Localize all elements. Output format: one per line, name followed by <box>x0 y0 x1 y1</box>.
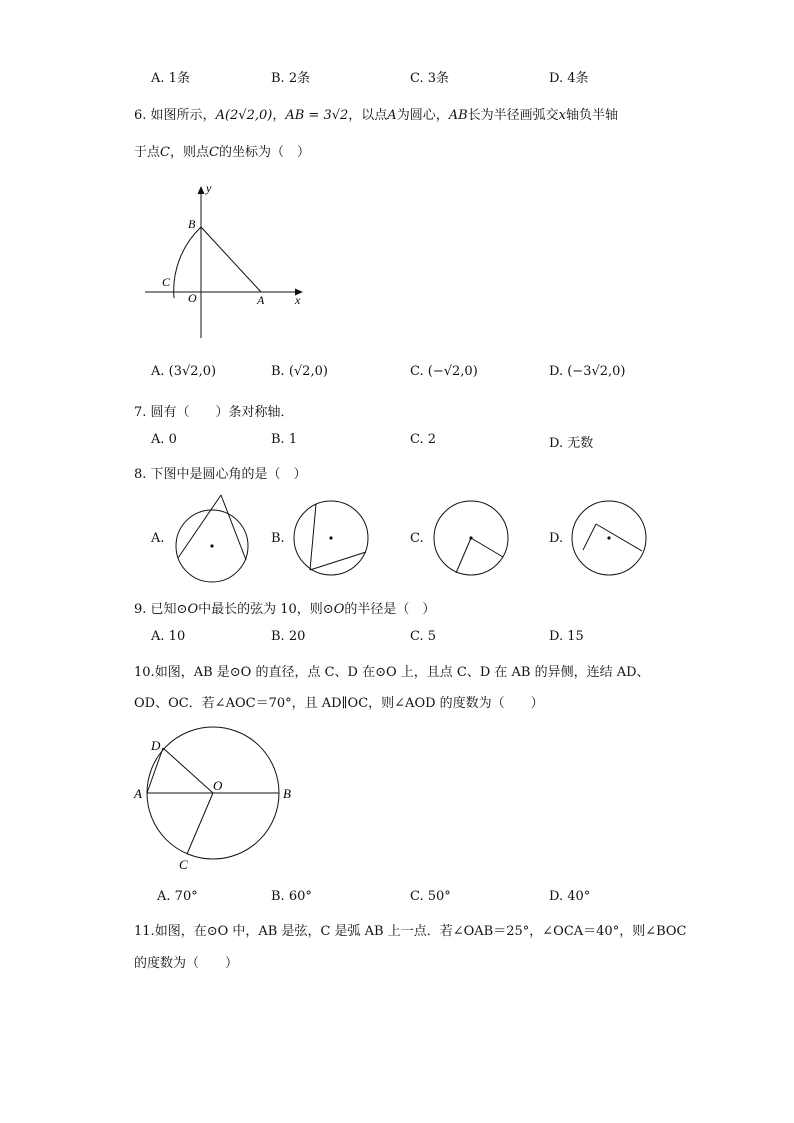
q8a-line-right <box>221 495 246 560</box>
q5-option-b[interactable]: B. 2条 <box>271 71 311 86</box>
q8b-chord-1 <box>310 504 316 570</box>
q6-option-d[interactable]: D. (−3√2,0) <box>549 364 626 379</box>
q8-option-d[interactable]: D. <box>549 531 564 546</box>
q6-option-a[interactable]: A. (3√2,0) <box>151 364 217 379</box>
q10-label-d: D <box>151 738 161 753</box>
q6-option-b[interactable]: B. (√2,0) <box>271 364 328 379</box>
q9-stem: 9. 已知⊙O中最长的弦为 10，则⊙O的半径是（ ） <box>134 602 436 617</box>
q10-option-c[interactable]: C. 50° <box>410 889 451 904</box>
q6-stem-line2: 于点C，则点C的坐标为（ ） <box>134 145 310 160</box>
q6-label-c: C <box>162 275 171 289</box>
q8b-chord-2 <box>310 552 366 570</box>
q6-label-b: B <box>188 217 196 231</box>
q10-stem-line2: OD、OC．若∠AOC＝70°，且 AD∥OC，则∠AOD 的度数为（ ） <box>134 696 544 711</box>
q6-option-c[interactable]: C. (−√2,0) <box>410 364 478 379</box>
q8-stem: 8. 下图中是圆心角的是（ ） <box>134 467 307 482</box>
q8c-radius-1 <box>456 538 471 573</box>
q6-segment-ab <box>201 227 261 292</box>
q10-option-d[interactable]: D. 40° <box>549 889 591 904</box>
q8-figure-c <box>431 498 513 580</box>
q10-label-o: O <box>213 778 223 793</box>
q8a-line-left <box>178 495 221 558</box>
q10-stem-line1: 10.如图，AB 是⊙O 的直径，点 C、D 在⊙O 上，且点 C、D 在 AB 的异侧，连结 AD、 <box>134 665 650 680</box>
q10-label-b: B <box>283 786 291 801</box>
q10-option-b[interactable]: B. 60° <box>271 889 312 904</box>
q6-figure <box>140 180 310 345</box>
q10-segment-od <box>163 748 213 793</box>
q5-option-d[interactable]: D. 4条 <box>549 71 589 86</box>
q10-label-c: C <box>179 857 188 872</box>
q6-label-x: x <box>295 293 301 307</box>
q8c-center-dot <box>469 536 472 539</box>
q10-figure <box>130 722 300 874</box>
q8-figure-d <box>569 498 651 580</box>
q9-option-b[interactable]: B. 20 <box>271 629 306 644</box>
q8-figure-b <box>291 498 373 580</box>
q6-y-arrow-icon <box>198 186 205 194</box>
q8b-center-dot <box>329 536 332 539</box>
q6-label-y: y <box>206 181 212 195</box>
q8a-center-dot <box>210 544 213 547</box>
q7-option-a[interactable]: A. 0 <box>151 432 177 447</box>
q9-option-a[interactable]: A. 10 <box>151 629 186 644</box>
q6-label-a: A <box>257 293 265 307</box>
q5-option-c[interactable]: C. 3条 <box>410 71 450 86</box>
q8-option-a[interactable]: A. <box>151 531 165 546</box>
q10-option-a[interactable]: A. 70° <box>157 889 198 904</box>
q9-option-d[interactable]: D. 15 <box>549 629 584 644</box>
q6-label-o: O <box>188 291 197 305</box>
q11-stem-line2: 的度数为（ ） <box>134 956 239 971</box>
q10-label-a: A <box>134 786 142 801</box>
q8-figure-a <box>172 490 254 584</box>
q6-arc <box>174 227 201 298</box>
q8c-radius-2 <box>471 538 503 557</box>
q8d-line-2 <box>596 524 642 551</box>
q8d-line-1 <box>583 524 596 550</box>
q9-option-c[interactable]: C. 5 <box>410 629 437 644</box>
q10-segment-ad <box>147 748 163 793</box>
q8-option-c[interactable]: C. <box>410 531 424 546</box>
q11-stem-line1: 11.如图，在⊙O 中，AB 是弦，C 是弧 AB 上一点．若∠OAB＝25°，∠OCA＝40°，则∠BOC <box>134 924 687 939</box>
q7-option-c[interactable]: C. 2 <box>410 432 437 447</box>
q6-stem-line1: 6. 如图所示，A(2√2,0)，AB = 3√2，以点A为圆心，AB长为半径画弧交x轴负半轴 <box>134 108 619 123</box>
q7-option-d[interactable]: D. 无数 <box>549 436 594 451</box>
q8-option-b[interactable]: B. <box>271 531 285 546</box>
q5-option-a[interactable]: A. 1条 <box>151 71 190 86</box>
q8d-center-dot <box>607 536 610 539</box>
q10-segment-oc <box>187 793 213 854</box>
q7-stem: 7. 圆有（ ）条对称轴． <box>134 405 294 420</box>
q7-option-b[interactable]: B. 1 <box>271 432 298 447</box>
